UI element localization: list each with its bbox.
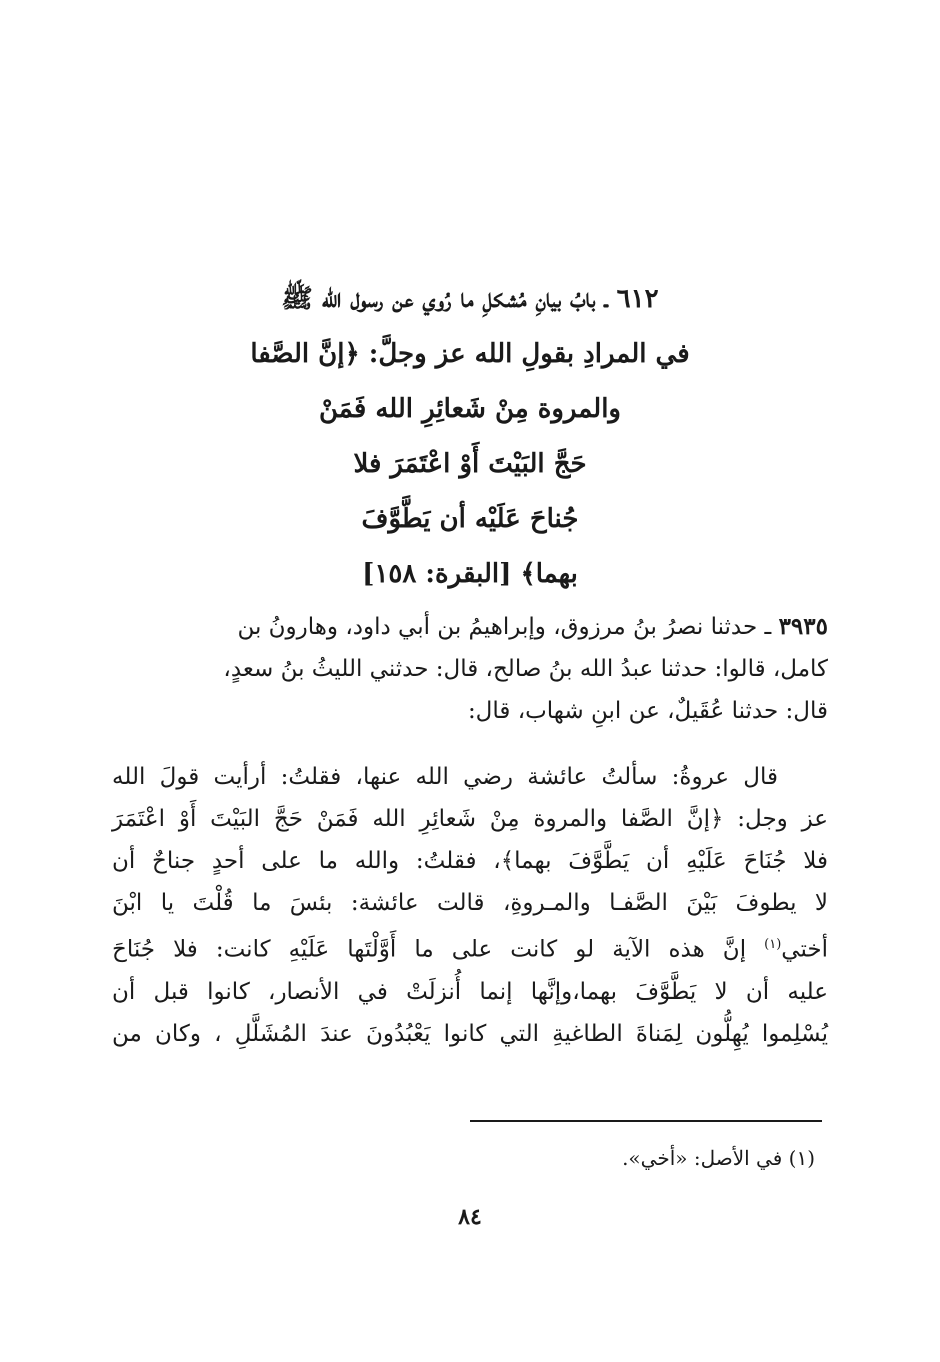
footnote: (١) في الأصل: «أخي».	[622, 1146, 815, 1170]
matn-line: عز وجل: ﴿إنَّ الصَّفا والمروة مِنْ شَعائِرِ الله فَمَنْ حَجَّ البَيْتَ أَوْ اعْتَمَرَ	[112, 806, 828, 832]
page-number: ٨٤	[458, 1204, 482, 1230]
chapter-heading-line: والمروة مِنْ شَعائِرِ الله فَمَنْ	[319, 394, 621, 424]
hadith-matn	[112, 756, 828, 1055]
matn-line: فلا جُنَاحَ عَلَيْهِ أن يَطَّوَّفَ بهما﴾، فقلتُ: والله ما على أحدٍ جناحٌ أن	[112, 848, 828, 874]
isnad-text: ـ حدثنا نصرُ بنُ مرزوق، وإبراهيمُ بن أبي داود، وهارونُ بن	[237, 614, 779, 640]
footnote-reference[interactable]: (١)	[764, 937, 782, 952]
matn-line: لا يطوفَ بَيْنَ الصَّفـا والمـروةِ، قالت عائشة: بئسَ ما قُلْتَ يا ابْنَ	[112, 890, 828, 916]
isnad-line: كامل، قالوا: حدثنا عبدُ الله بنُ صالح، قال: حدثني الليثُ بنُ سعدٍ،	[223, 656, 828, 682]
matn-line-with-footnote	[112, 924, 828, 971]
chapter-heading-line: بهما﴾ [البقرة: ١٥٨]	[362, 559, 578, 589]
chapter-heading-line: في المرادِ بقولِ الله عز وجلَّ: ﴿إنَّ الصَّفا	[250, 339, 690, 369]
chapter-heading-line: حَجَّ البَيْتَ أَوْ اعْتَمَرَ فلا	[353, 449, 587, 479]
chapter-heading	[110, 272, 830, 602]
matn-line: يُسْلِموا يُهِلُّون لِمَناةَ الطاغيةِ التي كانوا يَعْبُدُونَ عندَ المُشَلَّلِ ، وكان من	[112, 1020, 828, 1047]
footnote-divider	[470, 1120, 822, 1122]
isnad-line-first	[112, 606, 828, 648]
hadith-number: ٣٩٣٥	[778, 613, 828, 640]
matn-line: قال عروةُ: سألتُ عائشة رضي الله عنها، فقلتُ: أرأيت قولَ الله	[112, 764, 778, 790]
isnad-line: قال: حدثنا عُقَيلٌ، عن ابنِ شهاب، قال:	[467, 698, 828, 724]
hadith-isnad	[112, 606, 828, 732]
chapter-heading-line: جُناحَ عَلَيْه أن يَطَّوَّفَ	[361, 504, 579, 534]
matn-line: عليه أن لا يَطَّوَّفَ بهما،وإنَّها إنما أُنزلَتْ في الأنصار، كانوا قبل أن	[112, 978, 828, 1005]
chapter-heading-line: ٦١٢ ـ بابُ بيانِ مُشكلِ ما رُوي عن رسول الله ﷺ	[281, 284, 659, 314]
matn-text: إنَّ هذه الآية لو كانت على ما أَوَّلْتَها عَلَيْهِ كانت: فلا جُنَاحَ	[112, 936, 765, 963]
matn-text: أختي	[781, 936, 828, 963]
